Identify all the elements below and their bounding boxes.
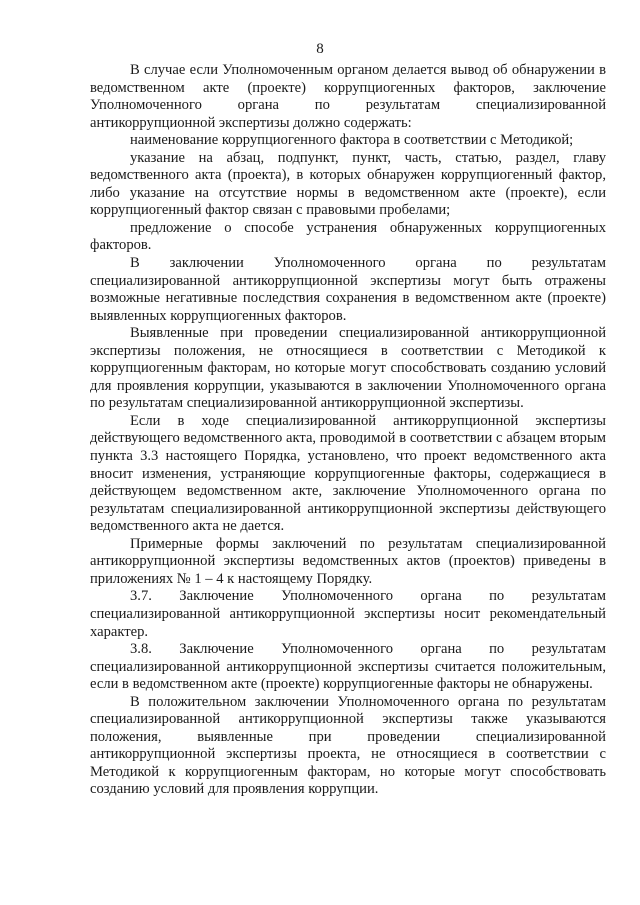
paragraph: В случае если Уполномоченным органом делается вывод об обнаружении в ведомственном акте (проекте) коррупциогенных факторов, заключение Уполномоченного органа по результатам специализированной антикоррупционной экспертизы должно содержать: <box>90 62 606 131</box>
paragraph: Примерные формы заключений по результатам специализированной антикоррупционной экспертизы ведомственных актов (проектов) приведены в приложениях № 1 – 4 к настоящему Порядку. <box>90 535 606 587</box>
paragraph: В заключении Уполномоченного органа по результатам специализированной антикоррупционной экспертизы могут быть отражены возможные негативные последствия сохранения в ведомственном акте (проекте) выявленных коррупциогенных факторов. <box>90 255 606 324</box>
paragraph: предложение о способе устранения обнаруженных коррупциогенных факторов. <box>90 219 606 254</box>
paragraph: 3.7. Заключение Уполномоченного органа по результатам специализированной антикоррупционной экспертизы носит рекомендательный характер. <box>90 588 606 640</box>
paragraph: 3.8. Заключение Уполномоченного органа по результатам специализированной антикоррупционной экспертизы считается положительным, если в ведомственном акте (проекте) коррупциогенные факторы не обнаружены. <box>90 641 606 693</box>
paragraph: наименование коррупциогенного фактора в соответствии с Методикой; <box>130 132 574 149</box>
paragraph: указание на абзац, подпункт, пункт, часть, статью, раздел, главу ведомственного акта (проекта), в которых обнаружен коррупциогенный фактор, либо указание на отсутствие нормы в ведомственном акте (проекте), если коррупциогенный фактор связан с правовыми пробелами; <box>90 149 606 219</box>
paragraph: В положительном заключении Уполномоченного органа по результатам специализированной антикоррупционной экспертизы также указываются положения, выявленные при проведении специализированной антикоррупционной экспертизы проекта, не относящиеся в соответствии с Методикой к коррупциогенным факторам, но которые могут способствовать созданию условий для проявления коррупции. <box>90 693 606 798</box>
page-number: 8 <box>316 41 324 57</box>
paragraph: Выявленные при проведении специализированной антикоррупционной экспертизы положения, не относящиеся в соответствии с Методикой к коррупциогенным факторам, но которые могут способствовать созданию условий для проявления коррупции, указываются в заключении Уполномоченного органа по результатам специализированной антикоррупционной экспертизы. <box>90 325 606 412</box>
document-body <box>90 62 606 799</box>
paragraph: Если в ходе специализированной антикоррупционной экспертизы действующего ведомственного акта, проводимой в соответствии с абзацем вторым пункта 3.3 настоящего Порядка, установлено, что проект ведомственного акта вносит изменения, устраняющие коррупциогенные факторы, содержащиеся в действующем ведомственном акте, заключение Уполномоченного органа по результатам специализированной антикоррупционной экспертизы действующего ведомственного акта не дается. <box>90 412 606 535</box>
